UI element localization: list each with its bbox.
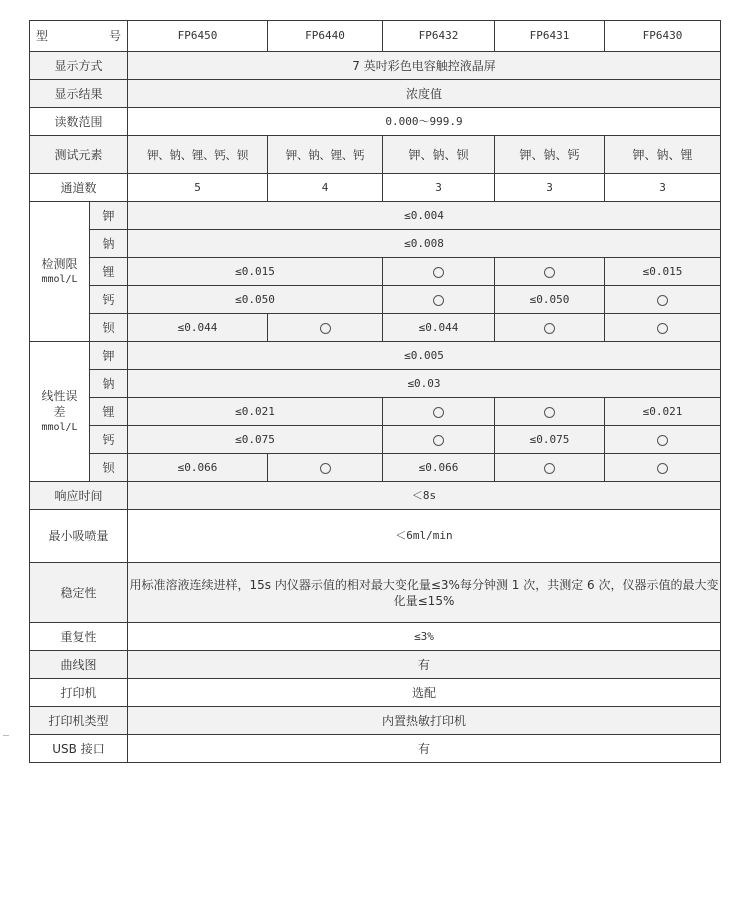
detection-ba-fp6430 <box>605 314 721 342</box>
elements-fp6450: 钾、钠、锂、钙、钡 <box>128 136 268 174</box>
row-stability <box>30 563 721 623</box>
label-printer: 打印机 <box>30 679 128 707</box>
linear-ca-fp6430 <box>605 426 721 454</box>
elements-fp6431: 钾、钠、钙 <box>495 136 605 174</box>
linear-k-value: ≤0.005 <box>128 342 721 370</box>
model-fp6432: FP6432 <box>383 21 495 52</box>
value-stability: 用标准溶液连续进样，15s 内仪器示值的相对最大变化量≤3%每分钟测 1 次，共测定 6 次，仪器示值的最大变化量≤15% <box>128 563 721 623</box>
circle-icon <box>544 267 555 278</box>
label-response-time: 响应时间 <box>30 482 128 510</box>
linear-ba-value-a: ≤0.066 <box>128 454 268 482</box>
linear-li-value-a: ≤0.021 <box>128 398 383 426</box>
linear-row-li <box>30 398 721 426</box>
detection-ca-fp6430 <box>605 286 721 314</box>
linear-error-title-2: 差 <box>53 404 66 419</box>
linear-na-value: ≤0.03 <box>128 370 721 398</box>
detection-ca-fp6432 <box>383 286 495 314</box>
label-printer-type: 打印机类型 <box>30 707 128 735</box>
detection-limit-title: 检测限 <box>41 256 78 271</box>
row-repeatability <box>30 623 721 651</box>
circle-icon <box>657 463 668 474</box>
model-label-char1: 型 <box>36 29 49 43</box>
elements-fp6430: 钾、钠、锂 <box>605 136 721 174</box>
label-display-mode: 显示方式 <box>30 52 128 80</box>
circle-icon <box>433 435 444 446</box>
element-li: 锂 <box>90 258 128 286</box>
detection-na-value: ≤0.008 <box>128 230 721 258</box>
circle-icon <box>544 323 555 334</box>
row-min-absorption <box>30 510 721 563</box>
row-channels <box>30 174 721 202</box>
linear-ba-fp6440 <box>268 454 383 482</box>
linear-li-fp6432 <box>383 398 495 426</box>
detection-row-ba <box>30 314 721 342</box>
linear-li-fp6431 <box>495 398 605 426</box>
detection-li-value-a: ≤0.015 <box>128 258 383 286</box>
element-na: 钠 <box>90 370 128 398</box>
element-ca: 钙 <box>90 286 128 314</box>
element-k: 钾 <box>90 202 128 230</box>
value-min-absorption: ＜6ml/min <box>128 510 721 563</box>
circle-icon <box>320 323 331 334</box>
linear-row-na <box>30 370 721 398</box>
linear-error-label <box>30 342 90 482</box>
model-fp6450: FP6450 <box>128 21 268 52</box>
value-display-result: 浓度值 <box>128 80 721 108</box>
model-fp6430: FP6430 <box>605 21 721 52</box>
detection-li-value-e: ≤0.015 <box>605 258 721 286</box>
value-reading-range: 0.000～999.9 <box>128 108 721 136</box>
label-channels: 通道数 <box>30 174 128 202</box>
value-printer: 选配 <box>128 679 721 707</box>
row-curve <box>30 651 721 679</box>
channels-fp6450: 5 <box>128 174 268 202</box>
linear-ba-fp6431 <box>495 454 605 482</box>
circle-icon <box>433 295 444 306</box>
circle-icon <box>657 323 668 334</box>
value-curve: 有 <box>128 651 721 679</box>
model-label-char2: 号 <box>108 29 121 43</box>
detection-k-value: ≤0.004 <box>128 202 721 230</box>
element-ba: 钡 <box>90 454 128 482</box>
element-ba: 钡 <box>90 314 128 342</box>
linear-ba-fp6430 <box>605 454 721 482</box>
detection-row-k <box>30 202 721 230</box>
elements-fp6432: 钾、钠、钡 <box>383 136 495 174</box>
element-ca: 钙 <box>90 426 128 454</box>
detection-row-ca <box>30 286 721 314</box>
linear-row-k <box>30 342 721 370</box>
detection-row-li <box>30 258 721 286</box>
detection-limit-label <box>30 202 90 342</box>
circle-icon <box>544 463 555 474</box>
linear-error-title-1: 线性误 <box>41 388 78 403</box>
label-reading-range: 读数范围 <box>30 108 128 136</box>
value-display-mode: 7 英吋彩色电容触控液晶屏 <box>128 52 721 80</box>
linear-row-ca <box>30 426 721 454</box>
elements-fp6440: 钾、钠、锂、钙 <box>268 136 383 174</box>
detection-ba-fp6440 <box>268 314 383 342</box>
detection-row-na <box>30 230 721 258</box>
row-response-time <box>30 482 721 510</box>
detection-li-fp6432 <box>383 258 495 286</box>
detection-ba-value-a: ≤0.044 <box>128 314 268 342</box>
linear-li-value-e: ≤0.021 <box>605 398 721 426</box>
header-row <box>30 21 721 52</box>
row-display-mode <box>30 52 721 80</box>
circle-icon <box>657 435 668 446</box>
circle-icon <box>433 267 444 278</box>
label-test-elements: 测试元素 <box>30 136 128 174</box>
label-min-absorption: 最小吸喷量 <box>30 510 128 563</box>
label-usb: USB 接口 <box>30 735 128 763</box>
detection-li-fp6431 <box>495 258 605 286</box>
detection-ba-value-c: ≤0.044 <box>383 314 495 342</box>
linear-error-unit: mmol/L <box>41 421 78 433</box>
model-fp6431: FP6431 <box>495 21 605 52</box>
detection-limit-unit: mmol/L <box>41 273 78 285</box>
detection-ca-value-a: ≤0.050 <box>128 286 383 314</box>
element-k: 钾 <box>90 342 128 370</box>
value-usb: 有 <box>128 735 721 763</box>
model-header-cell <box>30 21 128 52</box>
circle-icon <box>657 295 668 306</box>
channels-fp6431: 3 <box>495 174 605 202</box>
value-repeatability: ≤3% <box>128 623 721 651</box>
element-li: 锂 <box>90 398 128 426</box>
row-printer-type <box>30 707 721 735</box>
linear-row-ba <box>30 454 721 482</box>
channels-fp6430: 3 <box>605 174 721 202</box>
linear-ca-value-a: ≤0.075 <box>128 426 383 454</box>
model-fp6440: FP6440 <box>268 21 383 52</box>
value-printer-type: 内置热敏打印机 <box>128 707 721 735</box>
spec-table <box>29 20 721 763</box>
channels-fp6440: 4 <box>268 174 383 202</box>
row-usb <box>30 735 721 763</box>
circle-icon <box>544 407 555 418</box>
edge-mark <box>3 735 9 736</box>
linear-ca-value-d: ≤0.075 <box>495 426 605 454</box>
label-curve: 曲线图 <box>30 651 128 679</box>
linear-ca-fp6432 <box>383 426 495 454</box>
circle-icon <box>320 463 331 474</box>
linear-ba-value-c: ≤0.066 <box>383 454 495 482</box>
label-display-result: 显示结果 <box>30 80 128 108</box>
value-response-time: ＜8s <box>128 482 721 510</box>
label-repeatability: 重复性 <box>30 623 128 651</box>
detection-ba-fp6431 <box>495 314 605 342</box>
circle-icon <box>433 407 444 418</box>
row-printer <box>30 679 721 707</box>
row-reading-range <box>30 108 721 136</box>
element-na: 钠 <box>90 230 128 258</box>
channels-fp6432: 3 <box>383 174 495 202</box>
label-stability: 稳定性 <box>30 563 128 623</box>
row-display-result <box>30 80 721 108</box>
detection-ca-value-d: ≤0.050 <box>495 286 605 314</box>
row-test-elements <box>30 136 721 174</box>
